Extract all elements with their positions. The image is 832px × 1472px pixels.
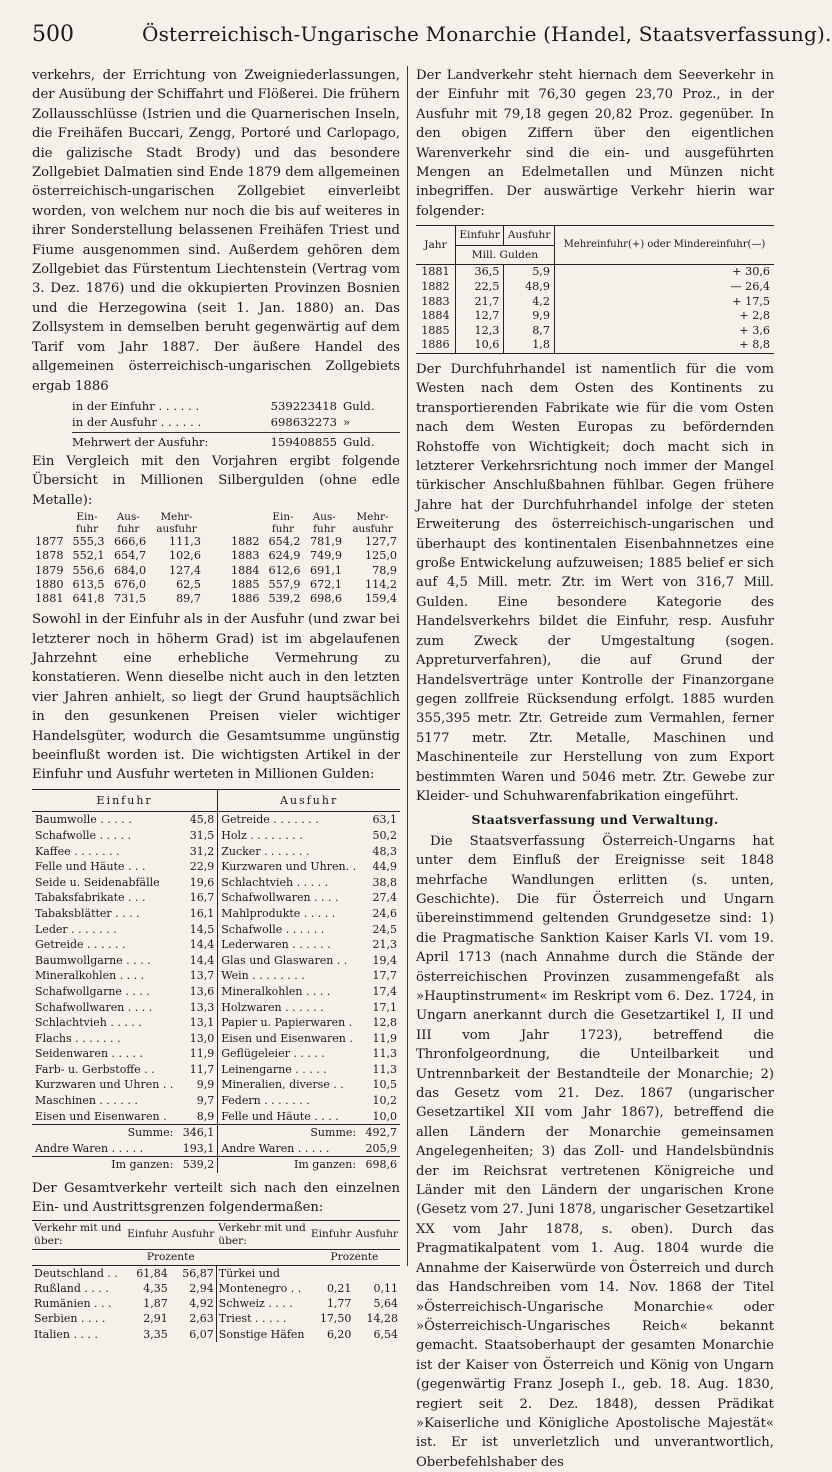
country-distribution-table: Verkehr mit und über: Einfuhr Ausfuhr Verkehr mit und über: Einfuhr Ausfuhr Prozente Prozente Deutschland . . 61,84 56,87 Türkei und Rußland . . . . 4,35 2,94 Montenegro . . 0,21 0,11 Rumänien . . . 1,87 4,92 Schweiz . . . . 1,77 5,64 Serbien . . . . 2,91 2,63 Triest . . . . . 17,50 14,28 Italien . . . . 3,35 6,07 Sonstige Häfen 6,20 6,54 [34, 1221, 398, 1341]
country-row: Deutschland . . 61,84 56,87 Türkei und [32, 1265, 400, 1281]
trade-row: Schafwollgarne . . . . 13,6 Mineralkohlen . . . . 17,4 [35, 984, 397, 998]
paragraph-border-distribution: Der Gesamtverkehr verteilt sich nach den einzelnen Ein- und Austrittsgrenzen folgendermaßen: [32, 1181, 400, 1216]
trade-row: Getreide . . . . . . 14,4 Lederwaren . . . . . . 21,3 [35, 938, 397, 952]
precious-metals-table: Jahr Einfuhr Ausfuhr Mehreinfuhr(+) oder Mindereinfuhr(—) Mill. Gulden 1881 36,5 5,9 + 30,6 1882 22,5 48,9 — 26,4 1883 21,7 4,2 + 17,5 1884 12,7 9,9 + 2,8 1885 12,3 8,7 + 3,6 1886 10,6 1,8 + 8,8 [416, 225, 774, 354]
comparison-row: 1880 613,5 676,0 62,5 1885 557,9 672,1 114,2 [35, 577, 397, 591]
right-column [416, 66, 774, 1470]
trade-row: Baumwolle . . . . . 45,8 Getreide . . . . . . . 63,1 [35, 813, 397, 827]
comparison-row: 1878 552,1 654,7 102,6 1883 624,9 749,9 125,0 [35, 549, 397, 563]
comparison-table [32, 512, 400, 606]
trade-row: Schafwolle . . . . . 31,5 Holz . . . . . . . . 50,2 [35, 828, 397, 842]
column-divider [407, 66, 408, 1266]
summary-row-surplus: Mehrwert der Ausfuhr: 159408855 Guld. [72, 432, 400, 450]
page-number: 500 [32, 22, 74, 47]
trade-row: Leder . . . . . . . 14,5 Schafwolle . . . . . . 24,5 [35, 922, 397, 936]
trade-row: Baumwollgarne . . . . 14,4 Glas und Glaswaren . . 19,4 [35, 953, 397, 967]
paragraph-constitution: Die Staatsverfassung Österreich-Ungarns hat unter dem Einfluß der Ereignisse seit 1848 mehrfache Wandlungen erlitten (s. unten, Geschichte). Die für Österreich und Ungarn übereinstimmend geltenden Grundgesetze sind: 1) die Pragmatische Sanktion Kaiser Karls VI. vom 19. April 1713 (nach Annahme durch die Stände der österreichischen Provinzen zusammengefaßt als »Hauptinstrument« im Reskript vom 6. Dez. 1724, in Ungarn anerkannt durch die Gesetzartikel I, II und III vom Jahr 1723), betreffend die Thronfolgeordnung, die Unteilbarkeit und Untrennbarkeit der Bestandteile der Monarchie; 2) das Gesetz vom 21. Dez. 1867 (ungarischer Gesetzartikel XII vom Jahr 1867), betreffend die allen Ländern der Monarchie gemeinsamen Angelegenheiten; 3) das Zoll- und Handelsbündnis der im Reichsrat vertretenen Königreiche und Länder mit den Ländern der ungarischen Krone (Gesetz vom 27. Juni 1878, ungarischer Gesetzartikel XX vom Jahr 1878, s. oben). Durch das Pragmatikalpatent vom 1. Aug. 1804 wurde die Annahme der Kaiserwürde von Österreich und durch das Handschreiben vom 14. Nov. 1868 der Titel »Österreichisch-Ungarische Monarchie« oder »Österreichisch-Ungarisches Reich« bekannt gemacht. Staatsoberhaupt der gesamten Monarchie ist der Kaiser von Österreich und König von Ungarn (gegenwärtig Franz Joseph I., geb. 18. Aug. 1830, regiert seit 2. Dez. 1848), dessen Prädikat »Kaiserliche und Königliche Apostolische Majestät« ist. Er ist unverletzlich und unverantwortlich, Oberbefehlshaber des [416, 833, 774, 1470]
metals-row: 1886 10,6 1,8 + 8,8 [416, 338, 774, 353]
trade-row: Schlachtvieh . . . . . 13,1 Papier u. Papierwaren . 12,8 [35, 1016, 397, 1030]
paragraph-transit-trade: Der Durchfuhrhandel ist namentlich für die vom Westen nach dem Osten des Kontinents zu transportierenden Fabrikate wie für die vom Osten nach dem Westen Europas zu befördernden Rohstoffe von Wichtigkeit; doch macht sich in letzterer Verkehrsrichtung noch immer der Mangel türkischer Anschlußbahnen fühlbar. Gegen frühere Jahre hat der Durchfuhrhandel infolge der steten Erweiterung des österreichisch-ungarischen und überhaupt des kontinentalen Eisenbahnnetzes eine große Entwickelung aufzuweisen; 1885 belief er sich auf 4,5 Mill. metr. Ztr. im Wert von 316,7 Mill. Gulden. Eine besondere Kategorie des Handelsverkehrs bildet die Einfuhr, resp. Ausfuhr zum Zweck der Umgestaltung (sogen. Appreturverfahren), die auf Grund der Handelsverträge unter Kontrolle der Finanzorgane gegen zollfreie Rücksendung erfolgt. 1885 wurden 355,395 metr. Ztr. Getreide zum Vermahlen, ferner 5177 metr. Ztr. Metalle, Maschinen und Maschinenteile zur Herstellung von zum Export bestimmten Waren und 5046 metr. Ztr. Gewebe zur Kleider- und Schuhwarenfabrikation eingeführt. [416, 362, 774, 804]
trade-row: Tabaksblätter . . . . 16,1 Mahlprodukte . . . . . 24,6 [35, 906, 397, 920]
trade-row: Mineralkohlen . . . . 13,7 Wein . . . . . . . . 17,7 [35, 969, 397, 983]
left-column [32, 66, 400, 1341]
trade-row: Eisen und Eisenwaren . 8,9 Felle und Häute . . . . 10,0 [32, 1109, 400, 1125]
trade-row: Tabaksfabrikate . . . 16,7 Schafwollwaren . . . . 27,4 [35, 891, 397, 905]
metals-row: 1885 12,3 8,7 + 3,6 [416, 324, 774, 339]
trade-sum-row: Summe: 346,1 Summe: 492,7 [32, 1125, 400, 1141]
trade-row: Farb- u. Gerbstoffe . . 11,7 Leinengarne . . . . . 11,3 [35, 1062, 397, 1076]
running-title: Österreichisch-Ungarische Monarchie (Handel, Staatsverfassung). [142, 22, 832, 46]
metals-row: 1881 36,5 5,9 + 30,6 [416, 265, 774, 280]
trade-other-row: Andre Waren . . . . . 193,1 Andre Waren . . . . . 205,9 [32, 1141, 400, 1157]
trade-row: Flachs . . . . . . . 13,0 Eisen und Eisenwaren . 11,9 [35, 1031, 397, 1045]
metals-row: 1884 12,7 9,9 + 2,8 [416, 309, 774, 324]
page-header [32, 14, 832, 54]
trade-row: Maschinen . . . . . . 9,7 Federn . . . . . . . 10,2 [35, 1094, 397, 1108]
trade-row: Kaffee . . . . . . . 31,2 Zucker . . . . . . . 48,3 [35, 844, 397, 858]
metals-row: 1882 22,5 48,9 — 26,4 [416, 280, 774, 295]
paragraph-land-sea: Der Landverkehr steht hiernach dem Seeverkehr in der Einfuhr mit 76,30 gegen 23,70 Proz., in der Ausfuhr mit 79,18 gegen 20,82 Proz. gegenüber. In den obigen Ziffern über den eigentlichen Warenverkehr sind die ein- und ausgeführten Mengen an Edelmetallen und Münzen nicht inbegriffen. Der auswärtige Verkehr hierin war folgender: [416, 68, 774, 219]
comparison-row: 1877 555,3 666,6 111,3 1882 654,2 781,9 127,7 [35, 535, 397, 549]
country-row: Serbien . . . . 2,91 2,63 Triest . . . . . 17,50 14,28 [34, 1312, 398, 1326]
comparison-row: 1881 641,8 731,5 89,7 1886 539,2 698,6 159,4 [35, 591, 397, 605]
trade-row: Schafwollwaren . . . . 13,3 Holzwaren . . . . . . 17,1 [35, 1000, 397, 1014]
comparison-row: 1879 556,6 684,0 127,4 1884 612,6 691,1 78,9 [35, 563, 397, 577]
trade-row: Seide u. Seidenabfälle 19,6 Schlachtvieh . . . . . 38,8 [35, 875, 397, 889]
trade-total-row: Im ganzen: 539,2 Im ganzen: 698,6 [32, 1157, 400, 1173]
metals-row: 1883 21,7 4,2 + 17,5 [416, 295, 774, 310]
paragraph-comparison-intro: Ein Vergleich mit den Vorjahren ergibt folgende Übersicht in Millionen Silbergulden (ohne edle Metalle): [32, 453, 400, 508]
summary-row-export: in der Ausfuhr . . . . . . 698632273 » [72, 414, 351, 429]
summary-row-import: in der Einfuhr . . . . . . 539223418 Guld. [72, 398, 375, 413]
principal-articles-table [32, 789, 400, 1173]
comparison-header-row: Ein-fuhr Aus-fuhr Mehr-ausfuhr Ein-fuhr Aus-fuhr Mehr-ausfuhr [75, 511, 393, 535]
trade-summary-1886 [72, 398, 400, 450]
trade-row: Kurzwaren und Uhren . . 9,9 Mineralien, diverse . . 10,5 [35, 1078, 397, 1092]
trade-row: Seidenwaren . . . . . 11,9 Geflügeleier . . . . . 11,3 [35, 1047, 397, 1061]
trade-row: Felle und Häute . . . 22,9 Kurzwaren und Uhren. . 44,9 [35, 860, 397, 874]
paragraph-trade-growth: Sowohl in der Einfuhr als in der Ausfuhr (und zwar bei letzterer noch in höherm Grad) ist im abgelaufenen Jahrzehnt eine erhebliche Vermehrung zu konstatieren. Wenn dieselbe nicht auch in den letzten vier Jahren anhielt, so liegt der Grund hauptsächlich in den gesunkenen Preisen vieler wichtiger Handelsgüter, wodurch die Gesamtsumme ungünstig beeinflußt worden ist. Die wichtigsten Artikel in der Einfuhr und Ausfuhr werteten in Millionen Gulden: [32, 612, 400, 783]
section-heading-constitution: Staatsverfassung und Verwaltung. [471, 812, 719, 828]
paragraph-customs-territory: verkehrs, der Errichtung von Zweigniederlassungen, der Ausübung der Schiffahrt und Flößerei. Die frühern Zollausschlüsse (Istrien und die Quarnerischen Inseln, die Freihäfen Buccari, Zengg, Portoré und Carlopago, die galizische Stadt Brody) und das besondere Zollgebiet Dalmatien sind Ende 1879 dem allgemeinen österreichisch-ungarischen Zollgebiet einverleibt worden, von welchem nur noch die bis auf weiteres in ihrer Sonderstellung belassenen Freihäfen Triest und Fiume ausgenommen sind. Außerdem gehören dem Zollgebiet das Fürstentum Liechtenstein (Vertrag vom 3. Dez. 1876) und die okkupierten Provinzen Bosnien und die Herzegowina (seit 1. Jan. 1880) an. Das Zollsystem in demselben beruht gegenwärtig auf dem Tarif vom Jahr 1887. Der äußere Handel des allgemeinen österreichisch-ungarischen Zollgebiets ergab 1886 [32, 68, 400, 394]
country-row: Italien . . . . 3,35 6,07 Sonstige Häfen 6,20 6,54 [34, 1327, 398, 1341]
export-header: Ausfuhr [218, 789, 400, 812]
import-header: Einfuhr [32, 789, 218, 812]
country-row: Rußland . . . . 4,35 2,94 Montenegro . . 0,21 0,11 [34, 1282, 398, 1296]
country-row: Rumänien . . . 1,87 4,92 Schweiz . . . . 1,77 5,64 [34, 1297, 398, 1311]
